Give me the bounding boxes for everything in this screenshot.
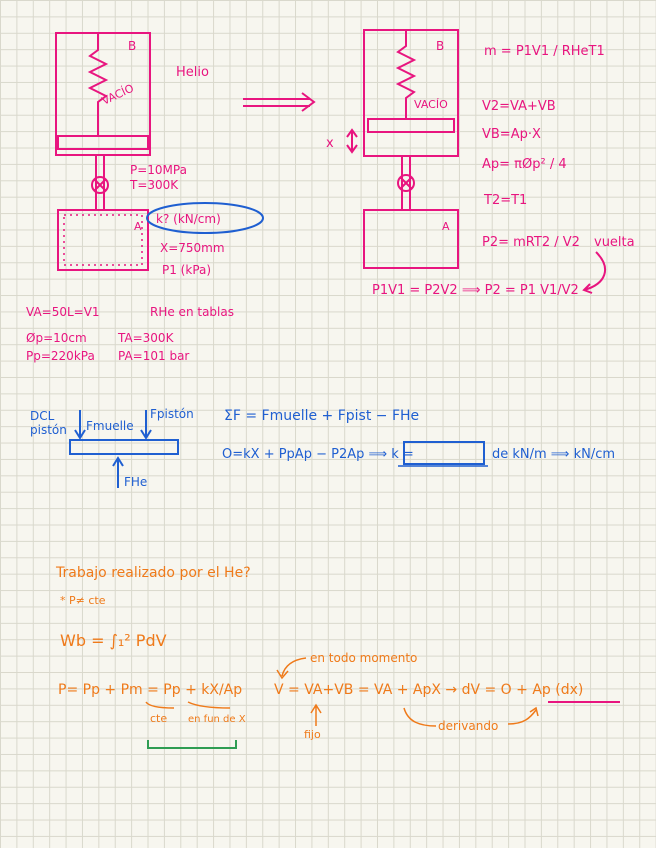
p1-label: P1 (kPa) [162,263,212,277]
f-muelle-label: Fmuelle [86,419,134,433]
force-sum-equation: ΣF = Fmuelle + Fpist − FHe [224,408,420,424]
pp-constant-note: cte [150,712,168,725]
x-displacement-arrow-icon [347,130,357,152]
x-distance-label: X=750mm [160,241,225,255]
given-dp: Øp=10cm [26,331,87,345]
fijo-note: fijo [304,728,321,741]
k-answer-box [404,442,484,464]
valve-temperature-label: T=300K [130,178,179,192]
v2-equation: V2=VA+VB [482,99,556,114]
vuelta-arrow-icon [584,252,605,293]
given-ta: TA=300K [118,331,174,345]
piston-body [70,440,178,454]
work-integral: Wb = ∫₁² PdV [60,631,167,650]
vb-equation: VB=Ap·X [482,127,541,142]
vuelta-label: vuelta [594,235,635,250]
he-force-arrow-icon [113,458,123,488]
f-he-label: FHe [124,475,148,489]
force-balance-equation: O=kX + PpAp − P2Ap ⟹ k = [222,447,414,462]
derivando-note: derivando [438,719,499,733]
t2-equation: T2=T1 [484,193,528,208]
p2-equation: P2= mRT2 / V2 [482,235,580,250]
p1v1-equation: P1V1 = P2V2 ⟹ P2 = P1 V1/V2 [372,283,579,298]
right-label-a: A [442,220,450,233]
right-tank-a [364,210,458,268]
transition-arrow-icon [243,93,314,111]
left-label-b: B [128,39,137,53]
valve-pressure-label: P=10MPa [130,163,187,177]
f-piston-label: Fpistón [150,407,194,421]
volume-equation: V = VA+VB = VA + ApX → dV = O + Ap (dx) [274,682,584,698]
given-rhe: RHe en tablas [150,305,234,319]
pressure-equation: P= Pp + Pm = Pp + kX/Ap [58,682,243,698]
muelle-force-arrow-icon [75,410,85,438]
work-question: Trabajo realizado por el He? [56,565,251,581]
given-pa: PA=101 bar [118,349,190,363]
right-spring [398,30,414,118]
right-piston [368,119,454,132]
pressure-not-constant-note: * P≠ cte [60,594,106,607]
right-x-marker: x [326,136,334,151]
dcl-subtitle: pistón [30,423,67,437]
left-spring [90,33,106,135]
ap-equation: Ap= πØp² / 4 [482,157,567,172]
left-label-helio: Helio [176,65,209,80]
left-piston [58,136,148,149]
mass-equation: m = P1V1 / RHeT1 [484,44,605,59]
en-todo-momento-note: en todo momento [310,651,418,665]
kx-function-note: en fun de X [188,714,246,725]
right-label-vacio: VACÍO [414,98,448,111]
left-tank-a [58,210,148,270]
fijo-arrow-icon [311,705,321,726]
k-question-label: k? (kN/cm) [156,212,221,226]
en-todo-momento-arrow-icon [277,658,306,678]
left-label-vacio: VACÍO [99,81,136,108]
given-pp: Pp=220kPa [26,349,95,363]
k-units-conversion: de kN/m ⟹ kN/cm [492,447,616,462]
left-cylinder-diagram [56,33,150,270]
right-label-b: B [436,39,445,53]
left-label-a: A [134,220,142,233]
green-underline-bracket [148,740,236,748]
given-va: VA=50L=V1 [26,305,100,319]
dcl-title: DCL [30,409,55,423]
